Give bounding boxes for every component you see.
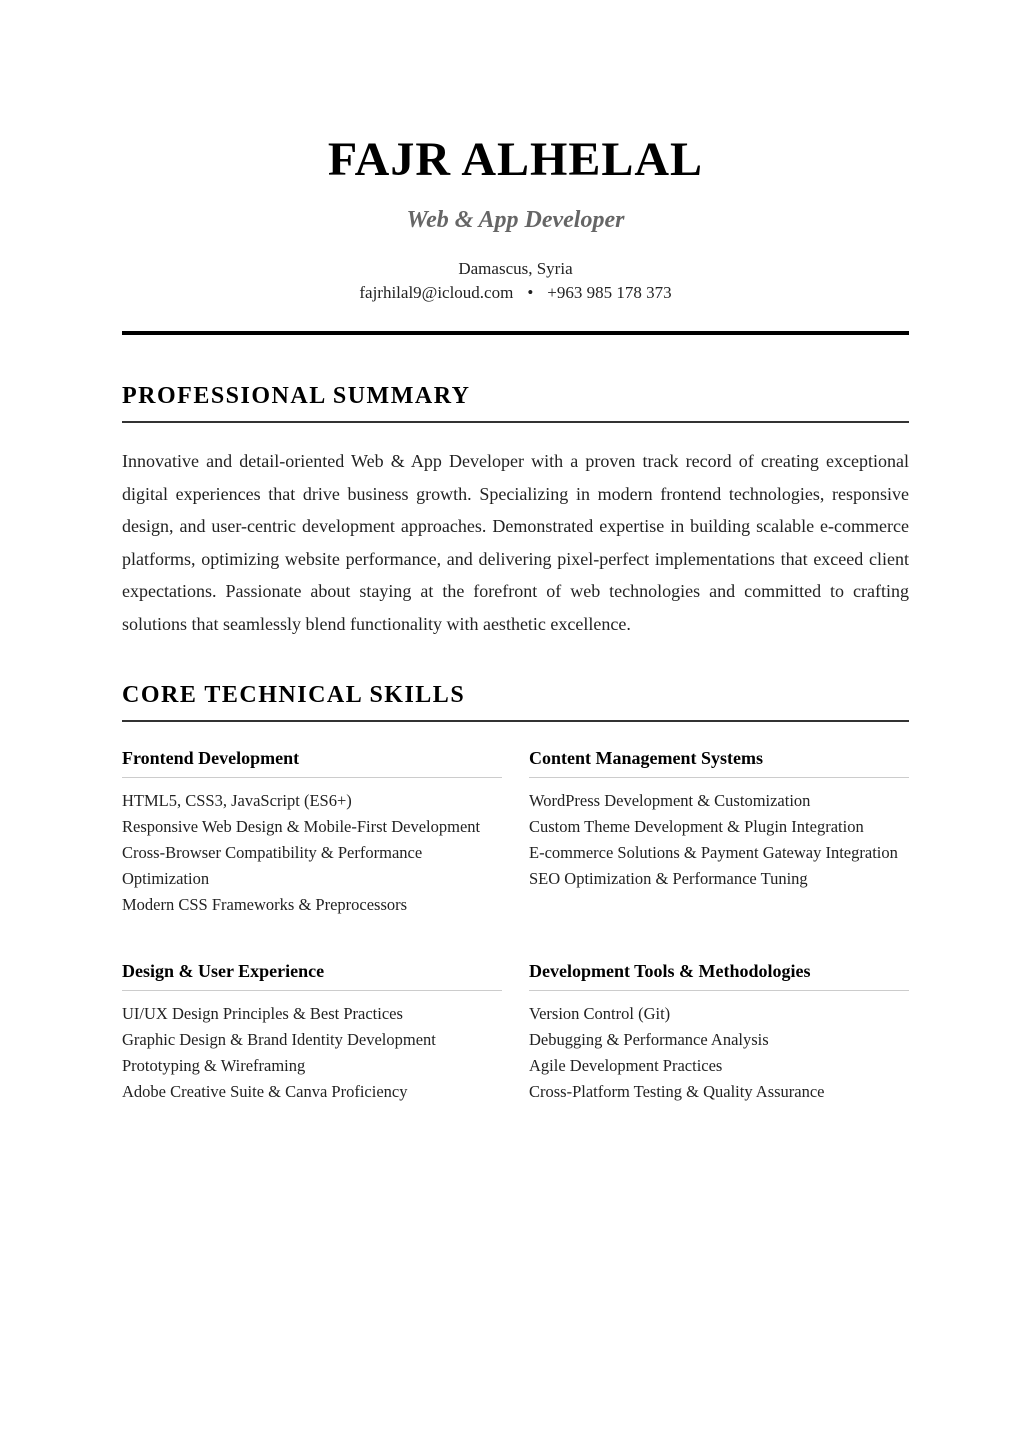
skill-item: WordPress Development & Customization <box>529 791 811 810</box>
skill-item: Responsive Web Design & Mobile-First Development <box>122 817 481 836</box>
summary-heading: PROFESSIONAL SUMMARY <box>122 383 471 409</box>
skill-group-tools <box>529 958 909 1105</box>
skill-group-cms <box>529 745 909 918</box>
skill-group-frontend <box>122 745 502 918</box>
skill-list <box>122 788 502 918</box>
skill-list <box>122 1001 502 1105</box>
skill-item: E-commerce Solutions & Payment Gateway Integration <box>529 843 898 862</box>
skills-heading: CORE TECHNICAL SKILLS <box>122 682 466 708</box>
skill-list <box>529 788 909 892</box>
skills-grid <box>122 745 909 1105</box>
skill-item: Adobe Creative Suite & Canva Proficiency <box>122 1082 408 1101</box>
skill-item: Graphic Design & Brand Identity Development <box>122 1030 436 1049</box>
skill-item: Modern CSS Frameworks & Preprocessors <box>122 895 408 914</box>
contact-separator: • <box>527 283 534 302</box>
candidate-name: FAJR ALHELAL <box>327 133 704 186</box>
phone: +963 985 178 373 <box>547 283 672 302</box>
skill-group-title: Content Management Systems <box>529 748 763 768</box>
skill-group-title: Development Tools & Methodologies <box>529 961 811 981</box>
skill-group-design <box>122 958 502 1105</box>
skill-list <box>529 1001 909 1105</box>
summary-section <box>122 381 909 640</box>
skill-item: Agile Development Practices <box>529 1056 723 1075</box>
job-title: Web & App Developer <box>406 207 625 233</box>
skills-section <box>122 680 909 1105</box>
header-divider <box>122 331 909 335</box>
contact-line <box>122 281 909 305</box>
skill-item: Cross-Platform Testing & Quality Assurance <box>529 1082 825 1101</box>
skill-item: Version Control (Git) <box>529 1004 671 1023</box>
skills-divider <box>122 720 909 722</box>
skill-item: UI/UX Design Principles & Best Practices <box>122 1004 403 1023</box>
skill-item: HTML5, CSS3, JavaScript (ES6+) <box>122 791 352 810</box>
skill-item: Prototyping & Wireframing <box>122 1056 306 1075</box>
skill-item: Custom Theme Development & Plugin Integration <box>529 817 864 836</box>
email: fajrhilal9@icloud.com <box>359 283 514 302</box>
skill-group-divider <box>529 777 909 778</box>
skill-item: SEO Optimization & Performance Tuning <box>529 869 808 888</box>
skill-group-divider <box>529 990 909 991</box>
resume-header <box>122 0 909 305</box>
summary-text: Innovative and detail-oriented Web & App Developer with a proven track record of creating exceptional digital experiences that drive business growth. Specializing in modern frontend technologies, responsive design, and user-centric development approaches. Demonstrated expertise in building scalable e-commerce platforms, optimizing website performance, and delivering pixel-perfect implementations that exceed client expectations. Passionate about staying at the forefront of web technologies and committed to crafting solutions that seamlessly blend functionality with aesthetic excellence. <box>122 451 909 634</box>
location: Damascus, Syria <box>458 259 573 278</box>
skill-group-title: Frontend Development <box>122 748 300 768</box>
skill-group-divider <box>122 777 502 778</box>
skill-item: Cross-Browser Compatibility & Performance Optimization <box>122 843 423 888</box>
summary-divider <box>122 421 909 423</box>
skill-group-divider <box>122 990 502 991</box>
skill-item: Debugging & Performance Analysis <box>529 1030 769 1049</box>
skill-group-title: Design & User Experience <box>122 961 325 981</box>
